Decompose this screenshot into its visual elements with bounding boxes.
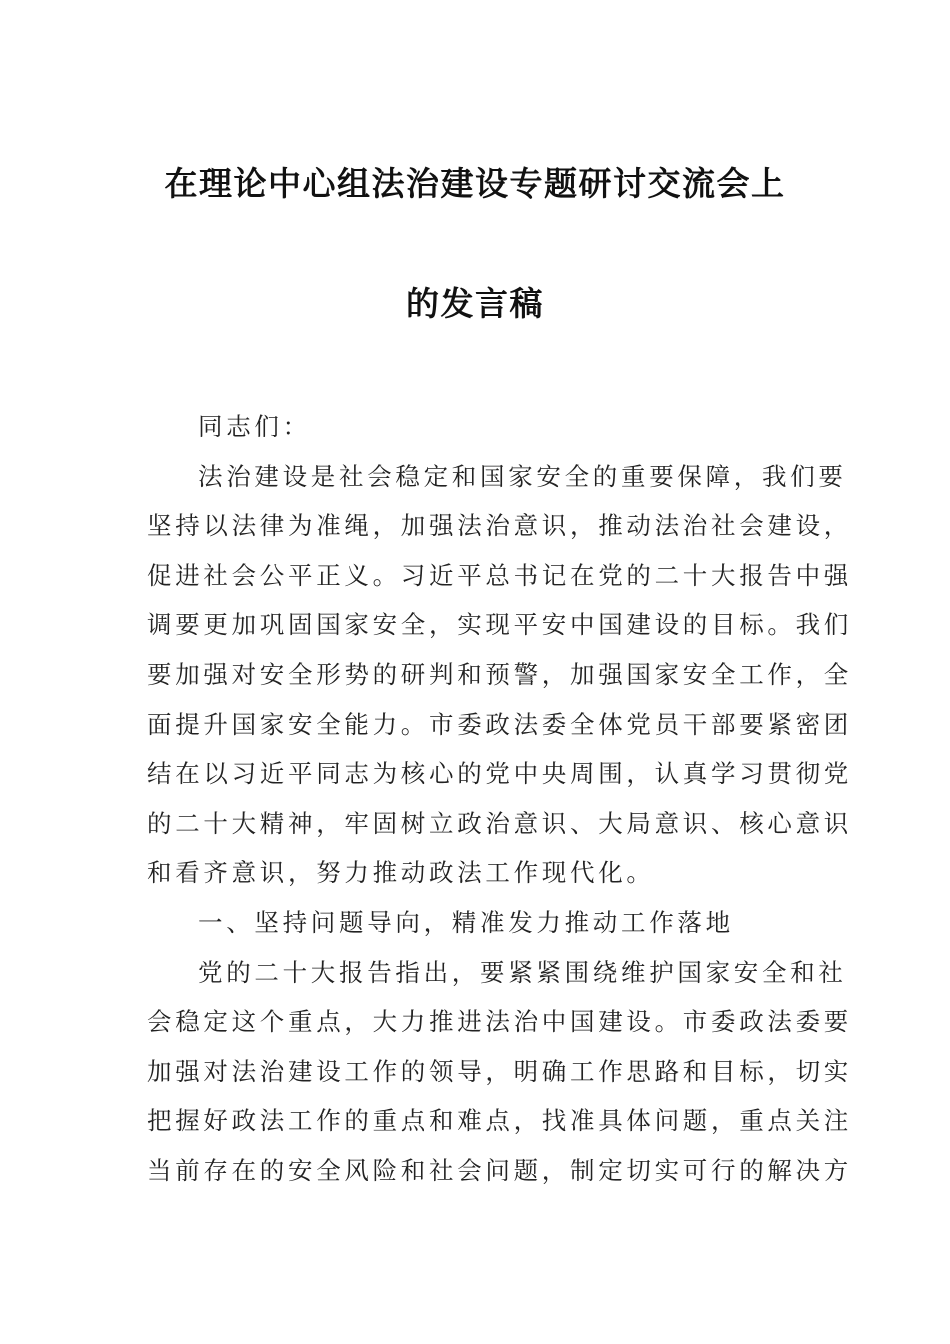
paragraph-line: 一、坚持问题导向，精准发力推动工作落地 <box>198 908 734 937</box>
paragraph-line: 加强对法治建设工作的领导，明确工作思路和目标，切实 <box>147 1056 852 1086</box>
paragraph-line: 同志们： <box>198 412 311 441</box>
paragraph-line: 当前存在的安全风险和社会问题，制定切实可行的解决方 <box>147 1156 852 1185</box>
paragraph-line: 促进社会公平正义。习近平总书记在党的二十大报告中强 <box>147 560 852 590</box>
paragraph-line: 法治建设是社会稳定和国家安全的重要保障，我们要 <box>198 461 847 491</box>
document-title-line-2: 的发言稿 <box>406 284 544 323</box>
paragraph-line: 把握好政法工作的重点和难点，找准具体问题，重点关注 <box>147 1106 852 1136</box>
paragraph-line: 面提升国家安全能力。市委政法委全体党员干部要紧密团 <box>147 709 852 739</box>
paragraph-line: 坚持以法律为准绳，加强法治意识，推动法治社会建设， <box>147 511 852 541</box>
paragraph-line: 会稳定这个重点，大力推进法治中国建设。市委政法委要 <box>147 1007 852 1037</box>
paragraph-line: 结在以习近平同志为核心的党中央周围，认真学习贯彻党 <box>147 759 852 789</box>
paragraph-line: 党的二十大报告指出，要紧紧围绕维护国家安全和社 <box>198 957 847 987</box>
paragraph-line: 的二十大精神，牢固树立政治意识、大局意识、核心意识 <box>147 808 852 838</box>
document-title-line-1: 在理论中心组法治建设专题研讨交流会上 <box>164 164 786 203</box>
paragraph-line: 调要更加巩固国家安全，实现平安中国建设的目标。我们 <box>147 610 852 640</box>
paragraph-line: 和看齐意识，努力推动政法工作现代化。 <box>147 858 655 888</box>
paragraph-line: 要加强对安全形势的研判和预警，加强国家安全工作，全 <box>147 660 852 689</box>
